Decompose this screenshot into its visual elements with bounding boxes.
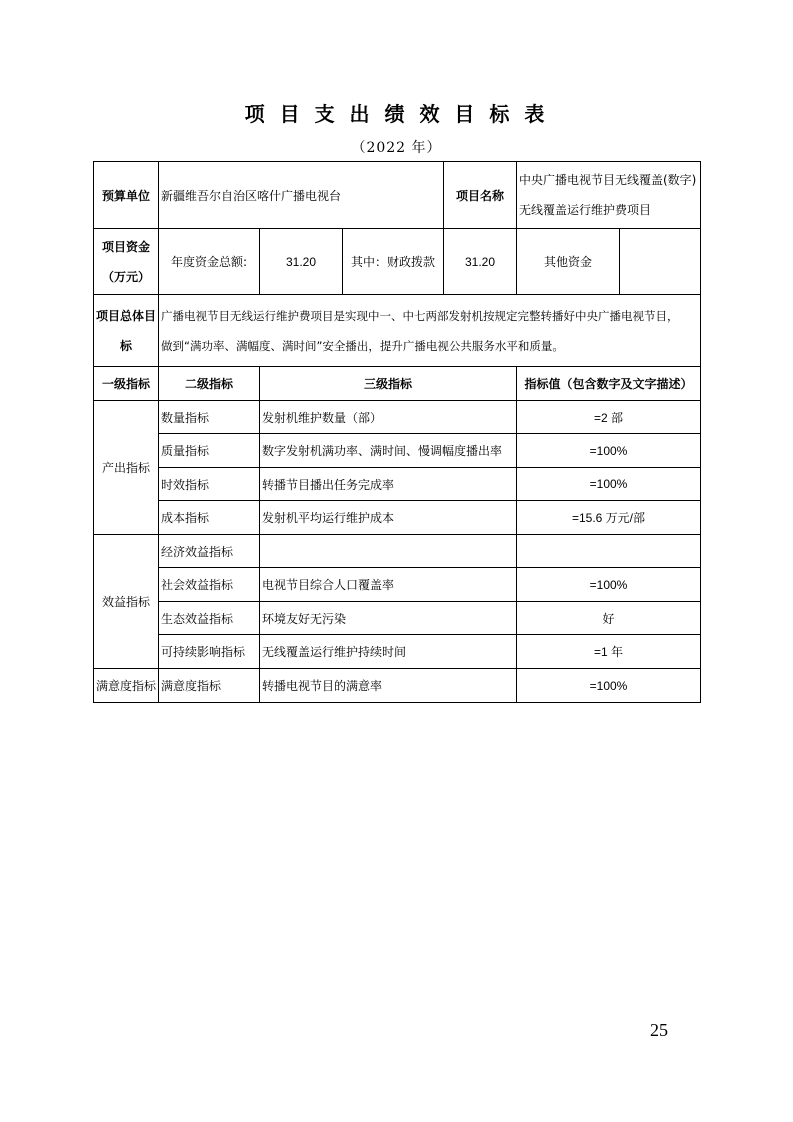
- level2-indicator: 满意度指标: [159, 669, 260, 703]
- level2-indicator: 可持续影响指标: [159, 635, 260, 669]
- performance-target-table: [93, 161, 701, 703]
- overall-goal-label: [94, 295, 159, 367]
- overall-goal-label-line2: 标: [119, 338, 132, 353]
- fiscal-allocation-value: 31.20: [444, 229, 517, 295]
- table-row: [94, 635, 701, 669]
- level3-indicator: 数字发射机满功率、满时间、慢调幅度播出率: [260, 434, 517, 468]
- other-funds-value: [620, 229, 701, 295]
- level2-indicator: 成本指标: [159, 501, 260, 535]
- indicator-value: 好: [517, 602, 701, 635]
- column-header-value: 指标值（包含数字及文字描述）: [517, 367, 701, 401]
- table-row: [94, 535, 701, 568]
- page-title: 项 目 支 出 绩 效 目 标 表: [244, 102, 549, 126]
- project-name-value: [517, 162, 701, 229]
- level3-indicator: 环境友好无污染: [260, 602, 517, 635]
- annual-total-value: 31.20: [260, 229, 343, 295]
- funds-label-line1: 项目资金: [101, 239, 150, 254]
- overall-goal-label-line1: 项目总体目: [96, 308, 157, 323]
- level3-indicator: [260, 535, 517, 568]
- table-row: [94, 401, 701, 434]
- level2-indicator: 数量指标: [159, 401, 260, 434]
- fiscal-allocation-label: 其中：财政拨款: [343, 229, 444, 295]
- other-funds-label: 其他资金: [517, 229, 620, 295]
- level3-indicator: 转播节目播出任务完成率: [260, 468, 517, 501]
- level2-indicator: 时效指标: [159, 468, 260, 501]
- indicator-value: =100%: [517, 669, 701, 703]
- table-row: [94, 434, 701, 468]
- level3-indicator: 发射机平均运行维护成本: [260, 501, 517, 535]
- funds-label: [94, 229, 159, 295]
- table-row: [94, 501, 701, 535]
- project-name-line2: 无线覆盖运行维护费项目: [519, 203, 652, 217]
- table-row: [94, 602, 701, 635]
- column-header-level2: 二级指标: [159, 367, 260, 401]
- indicator-value: =15.6 万元/部: [517, 501, 701, 535]
- level1-indicator: 满意度指标: [94, 669, 159, 703]
- level3-indicator: 发射机维护数量（部）: [260, 401, 517, 434]
- indicator-value: =100%: [517, 568, 701, 602]
- level1-indicator: 效益指标: [94, 535, 159, 669]
- indicator-value: [517, 535, 701, 568]
- indicator-value: =100%: [517, 468, 701, 501]
- table-row: [94, 468, 701, 501]
- indicator-value: =2 部: [517, 401, 701, 434]
- level2-indicator: 质量指标: [159, 434, 260, 468]
- level2-indicator: 社会效益指标: [159, 568, 260, 602]
- level3-indicator: 无线覆盖运行维护持续时间: [260, 635, 517, 669]
- level2-indicator: 生态效益指标: [159, 602, 260, 635]
- level3-indicator: 转播电视节目的满意率: [260, 669, 517, 703]
- overall-goal-line1: 广播电视节目无线运行维护费项目是实现中一、中七两部发射机按规定完整转播好中央广播电视节目，: [161, 308, 679, 323]
- funds-label-line2: （万元）: [101, 269, 150, 284]
- column-header-level3: 三级指标: [260, 367, 517, 401]
- column-header-level1: 一级指标: [94, 367, 159, 401]
- level2-indicator: 经济效益指标: [159, 535, 260, 568]
- page-number: 25: [650, 1020, 668, 1040]
- project-name-line1: 中央广播电视节目无线覆盖(数字): [519, 173, 697, 187]
- level1-indicator: 产出指标: [94, 401, 159, 535]
- budget-unit-label: 预算单位: [94, 162, 159, 229]
- overall-goal-text: [159, 295, 701, 367]
- project-name-label: 项目名称: [444, 162, 517, 229]
- annual-total-label: 年度资金总额:: [159, 229, 260, 295]
- year-label: （2022 年）: [351, 140, 442, 156]
- overall-goal-line2: 做到“满功率、满幅度、满时间”安全播出，提升广播电视公共服务水平和质量。: [161, 338, 564, 353]
- indicator-value: =1 年: [517, 635, 701, 669]
- level3-indicator: 电视节目综合人口覆盖率: [260, 568, 517, 602]
- table-row: [94, 568, 701, 602]
- budget-unit-value: 新疆维吾尔自治区喀什广播电视台: [159, 162, 444, 229]
- indicator-value: =100%: [517, 434, 701, 468]
- table-row: [94, 669, 701, 703]
